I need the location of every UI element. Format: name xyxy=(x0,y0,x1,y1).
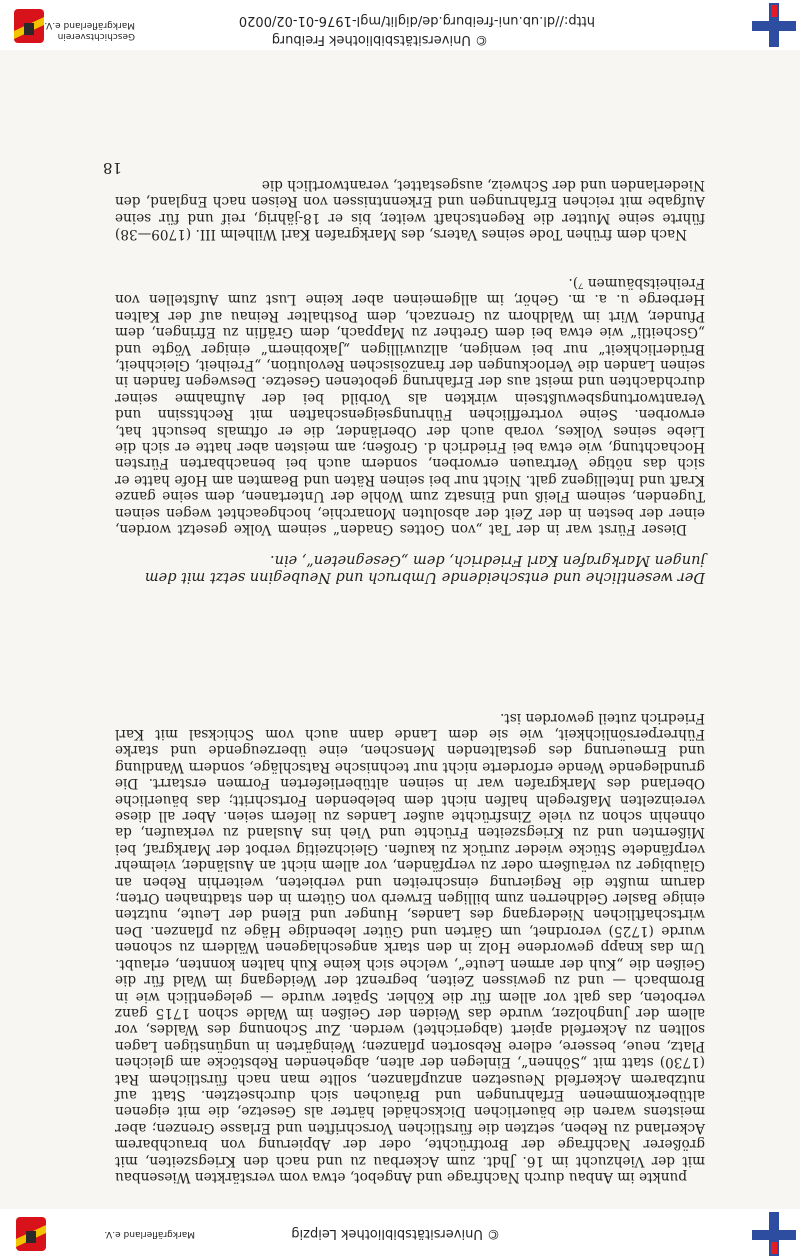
paragraph-2-text: Dieser Fürst war in der Tat „von Gottes Gnaden“ seinem Volke gesetzt worden, einer der besten in der Zeit der absoluten Monarchie, hochgeachtet wegen seinen Tugenden, seinem Fleiß und Einsatz zum Wohle der Untertanen, dem seine ganze Kraft und Intelligenz galt. Nicht nur bei seinen Räten und Beamten am Hofe hatte er sich das nötige Vertrauen erworben, sondern auch bei benachbarten Fürsten Hochachtung, wie etwa bei Friedrich d. Großen; am meisten aber hatte er sich die Liebe seines Volkes, vorab auch der Oberländer, die er oftmals besucht hat, erworben. Seine vortrefflichen Führungseigenschaften mit Rechtssinn und Verantwortungsbewußtsein wirkten als Vorbild bei der Aufnahme seiner durchdachten und meist aus der Erfahrung gebotenen Gesetze. Deswegen fanden in seinen Landen die Verlockungen der französischen Revolution, „Freiheit, Gleichheit, Brüderlichkeit“ nur bei wenigen, allzuwilligen „Jakobinern“ einiger Vögte und „Gscheitli“ wie etwa bei dem Grether zu Mappach, dem Gräflin zu Efringen, dem Pfunder, Wirt im Waldhorn zu Grenzach, dem Posthalter Reinau auf der Kalten Herberge u. a. m. Gehör, im allgemeinen aber keine Lust zum Aufstellen von Freiheitsbäumen ⁷). xyxy=(115,274,705,537)
society-crest-icon xyxy=(10,7,48,45)
page-number: 18 xyxy=(102,159,122,177)
library-cross-icon xyxy=(752,3,796,47)
paragraph-intro-text: punkte im Anbau durch Nachfrage und Angebot, etwa vom verstärkten Wiesenbau mit der Viehzucht im 16. Jhdt. zum Ackerbau zu und nach den Kriegszeiten, mit größerer Nachfrage der Brotfrüchte, oder der Abpierung von brauchbarem Ackerland zu Reben, setzten die fürstlichen Vorschriften und Erlasse Grenzen; aber meistens waren die bäuerlichen Dickschädel härter als Gesetze, die mit eigenen altüberkommenen Erfahrungen und Bräuchen sich durchsetzten. Statt auf nutzbarem Ackerfeld Neusetzen anzupflanzen, sollte man nach fürstlichem Rat (1730) statt mit „Söhnen“, Einlegen der alten, abgehenden Rebstöcke am gleichen Platz, neue, bessere, edlere Rebsorten pflanzen; Weingärten in ungünstigen Lagen sollten zu Ackerfeld apiert (abgerichtet) werden. Zur Schonung des Waldes, vor allem der Jungholzer, wurde das Weiden der Geißen im Walde schon 1715 ganz verboten, das galt vor allem für die Köhler. Später wurde — gelegentlich wie in Brombach — und zu gewissen Zeiten, begrenzt der Weidegang im Wald für die Geißen die „Kuh der armen Leute“, welche sich keine Kuh halten konnten, erlaubt. Um das knapp gewordene Holz in den stark angeschlagenen Wäldern zu schonen wurde (1725) verordnet, um Gärten und Güter lebendige Häge zu pflanzen. Den wirtschaftlichen Niedergang des Landes, Hunger und Elend der Leute, nutzten einige Basler Geldherren zum billigen Erwerb von Gütern in den stadtnahen Orten; darum mußte die Regierung einschreiten und verbieten, weiterhin Reben an Gläubiger zu veräußern oder zu verpfänden, vor allem nicht an Ausländer, vielmehr verpfändete Stücke wieder zurück zu kaufen. Gleichzeitig verbot der Markgraf, bei Mißernten und zu Kriegszeiten Früchte und Vieh ins Ausland zu verkaufen, da ohnehin schon zu viele Zinsfrüchte außer Landes zu liefern seien. Aber all diese vereinzelten Maßregeln halfen nicht dem belebenden Fortschritt; das bäuerliche Oberland des Markgrafen war in seinen altüberlieferten Formen erstarrt. Die grundlegende Wende erforderte nicht nur technische Ratschläge, sondern Wandlung und Erneuerung des gestaltenden Menschen, eine überzeugende und starke Führerpersönlichkeit, wie sie dem Lande dann auch vom Schicksal mit Karl Friedrich zuteil geworden ist. xyxy=(115,709,705,1185)
document-url[interactable]: http://dl.ub.uni-freiburg.de/diglit/mgl-1976-01-02/0020 xyxy=(238,13,595,28)
viewer-footer-bar xyxy=(0,0,800,50)
library-credit: © Universitätsbibliothek Freiburg xyxy=(271,32,488,47)
society-name-line-2: Markgräflerland e.V. xyxy=(44,20,135,30)
library-credit: © Universitätsbibliothek Leipzig xyxy=(291,1226,500,1241)
paragraph-2 xyxy=(115,275,705,538)
paragraph-intro xyxy=(115,709,705,1185)
viewer-header-bar xyxy=(0,1209,800,1259)
library-cross-icon xyxy=(752,1212,796,1256)
society-name: Markgräflerland e.V. xyxy=(104,1229,195,1239)
paragraph-3 xyxy=(115,176,705,242)
section-heading: Der wesentliche und entscheidende Umbruch und Neubeginn setzt mit dem jungen Markgrafen Karl Friedrich, dem „Gesegneten“, ein. xyxy=(144,552,705,585)
paragraph-3-text: Nach dem frühen Tode seines Vaters, des Markgrafen Karl Wilhelm III. (1709—38) führte seine Mutter die Regentschaft weiter, bis er 18-jährig, reif und für seine Aufgabe mit reichen Erfahrungen und Erkenntnissen von Reisen nach England, den Niederlanden und der Schweiz, ausgestattet, verantwortlich die xyxy=(115,176,705,242)
society-name xyxy=(44,19,135,41)
society-name-line-1: Geschichtsverein xyxy=(57,31,135,41)
society-crest-icon xyxy=(12,1215,50,1253)
book-page xyxy=(0,50,800,1209)
